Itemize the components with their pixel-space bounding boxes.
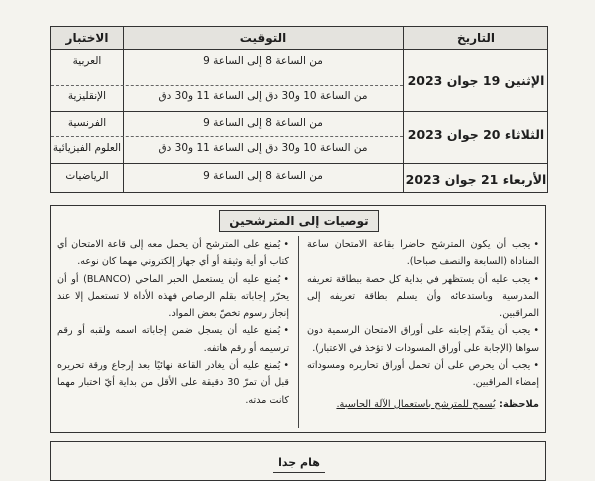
row-divider — [51, 111, 547, 112]
header-date: التاريخ — [456, 31, 496, 45]
time-cell: من الساعة 8 إلى الساعة 9 — [203, 170, 323, 182]
bullet-icon: • — [533, 360, 539, 372]
list-item-text: يُمنع عليه أن يستعمل الحبر الماحي (BLANCO) أو أن يحرّر إجاباته بقلم الرصاص فهذه الأداة لا تستعمل إلا عند إنجاز رسوم تخصّ بعض المواد. — [57, 273, 289, 320]
date-day-2: الثلاثاء 20 جوان 2023 — [407, 127, 545, 142]
list-item-text: يجب أن يحرص على أن تحمل أوراق تحاريره ومسوداته إمضاء المراقبين. — [307, 360, 539, 389]
bullet-icon: • — [283, 360, 289, 372]
recommendations-box — [50, 205, 546, 433]
bullet-icon: • — [283, 325, 289, 337]
row-divider — [51, 163, 547, 164]
list-item — [57, 236, 289, 271]
row-divider — [51, 85, 403, 86]
bullet-icon: • — [283, 273, 289, 285]
header-timing: التوقيت — [239, 31, 287, 45]
column-divider — [123, 27, 124, 192]
subject-cell: العربية — [72, 55, 102, 67]
exam-schedule-table — [50, 26, 548, 193]
important-title: هام جدا — [278, 456, 320, 469]
list-item — [57, 322, 289, 357]
time-cell: من الساعة 10 و30 دق إلى الساعة 11 و30 دق — [158, 142, 368, 154]
date-day-3: الأربعاء 21 جوان 2023 — [405, 172, 547, 187]
time-cell: من الساعة 8 إلى الساعة 9 — [203, 117, 323, 129]
recommendations-obligations — [307, 236, 539, 413]
list-item — [307, 271, 539, 323]
recommendations-prohibitions — [57, 236, 289, 409]
subject-cell: العلوم الفيزيائية — [52, 142, 122, 154]
list-item — [57, 357, 289, 409]
bullet-icon: • — [283, 239, 289, 250]
note — [307, 396, 539, 413]
bullet-icon: • — [533, 239, 539, 250]
list-item — [57, 271, 289, 323]
header-subject: الاختبار — [65, 31, 109, 45]
list-item-text: يجب أن يكون المترشح حاضرا بقاعة الامتحان ساعة المناداة (السابعة والنصف صباحا). — [307, 239, 539, 268]
list-item — [307, 322, 539, 357]
bullet-icon: • — [533, 325, 539, 337]
column-divider — [298, 236, 299, 428]
list-item-text: يُمنع عليه أن يغادر القاعة نهائيًا بعد إرجاع ورقة تحريره قبل أن تمرّ 30 دقيقة على الأقل من بداية أيّ اختبار مهما كانت مدته. — [57, 360, 289, 406]
bullet-icon: • — [533, 273, 539, 285]
note-text: يُسمح للمترشح باستعمال الآلة الحاسبة. — [336, 398, 496, 410]
subject-cell: الفرنسية — [67, 117, 107, 129]
time-cell: من الساعة 8 إلى الساعة 9 — [203, 55, 323, 67]
column-divider — [403, 27, 404, 192]
list-item — [307, 236, 539, 271]
date-day-1: الإثنين 19 جوان 2023 — [407, 73, 545, 88]
recommendations-title: توصيات إلى المترشحين — [219, 210, 379, 232]
list-item-text: يُمنع عليه أن يسجل ضمن إجاباته اسمه ولقبه أو رقم ترسيمه أو رقم هاتفه. — [57, 325, 289, 354]
note-label: ملاحظة: — [499, 398, 539, 410]
subject-cell: الرياضيات — [65, 170, 109, 182]
time-cell: من الساعة 10 و30 دق إلى الساعة 11 و30 دق — [158, 90, 368, 102]
list-item — [307, 357, 539, 392]
list-item-text: يُمنع على المترشح أن يحمل معه إلى قاعة الامتحان أي كتاب أو أية وثيقة أو أي جهاز إلكتروني مهما كان نوعه. — [57, 239, 289, 268]
row-divider — [51, 136, 403, 137]
important-box — [50, 441, 546, 481]
list-item-text: يجب أن يقدّم إجابته على أوراق الامتحان الرسمية دون سواها (الإجابة على أوراق المسودات لا تؤخذ في الاعتبار). — [307, 325, 539, 354]
list-item-text: يجب عليه أن يستظهر في بداية كل حصة ببطاقة تعريفه المدرسية وباستدعائه وأن يسلم بطاقة تعريفه إلى المراقبين. — [307, 273, 539, 320]
title-underline — [273, 472, 325, 473]
subject-cell: الإنقليزية — [67, 90, 107, 102]
